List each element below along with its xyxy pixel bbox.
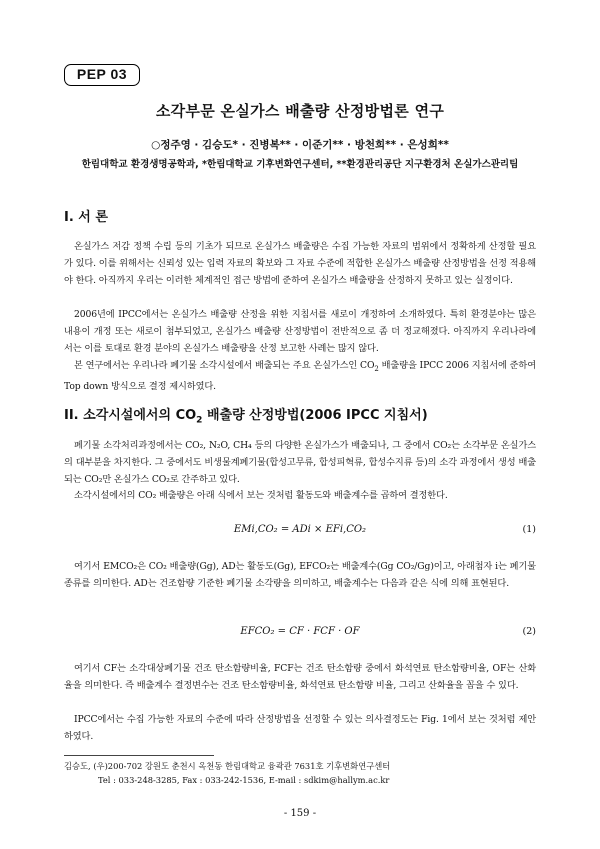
- section-1-paragraph-1: 온실가스 저감 정책 수립 등의 기초가 되므로 온실가스 배출량은 수집 가능한 자료의 범위에서 정확하게 산정할 필요가 있다. 이를 위해서는 신뢰성 있는 입력 자료의 확보와 그 자료 수준에 적합한 온실가스 배출량 산정방법을 선정 적용해야 한다. 아직까지 우리는 이러한 체계적인 접근 방법에 준하여 온실가스 배출량을 산정하지 못하고 있는 실정이다.: [64, 241, 536, 286]
- equation-1-number: (1): [522, 524, 536, 535]
- section-2-heading: II. 소각시설에서의 $CO_2$ 배출량 산정방법(2006 IPCC 지침서): [64, 408, 428, 426]
- footnote-contact: Tel : 033-248-3285, Fax : 033-242-1536, E-mail : sdkim@hallym.ac.kr: [98, 775, 390, 785]
- section-2-paragraph-2: 소각시설에서의 CO₂ 배출량은 아래 식에서 보는 것처럼 활동도와 배출계수를 곱하여 결정한다.: [74, 490, 448, 501]
- section-1-paragraph-2: 2006년에 IPCC에서는 온실가스 배출량 산정을 위한 지침서를 새로이 개정하여 소개하였다. 특히 환경분야는 많은 내용이 개정 또는 새로이 첨부되었고, 온실가스 배출량 산정방법이 전반적으로 좀 더 정교해졌다. 아직까지 우리나라에서는 이를 토대로 환경 분야의 온실가스 배출량을 산정 보고한 사례는 많지 않다.: [64, 309, 536, 354]
- session-label: PEP 03: [64, 64, 140, 86]
- page-number: - 159 -: [283, 808, 317, 819]
- footnote-address: 김승도, (우)200-702 강원도 춘천시 옥천동 한림대학교 융곽관 7631호 기후변화연구센터: [64, 761, 391, 771]
- equation-1: [64, 524, 536, 535]
- section-2-paragraph-3: 여기서 EMCO₂은 CO₂ 배출량(Gg), AD는 활동도(Gg), EFCO₂는 배출계수(Gg CO₂/Gg)이고, 아래첨자 i는 폐기물 종류를 의미한다. AD는 건조함량 기준한 폐기물 소각량을 의미하고, 배출계수는 다음과 같은 식에 의해 표현된다.: [64, 561, 536, 589]
- equation-2-expression: EFCO₂ = CF · FCF · OF: [240, 626, 360, 637]
- section-1-heading: I. 서 론: [64, 210, 108, 225]
- footnote-divider: [64, 755, 214, 756]
- equation-1-expression: EMi,CO₂ = ADi × EFi,CO₂: [233, 524, 367, 535]
- equation-2: [64, 626, 536, 637]
- section-2-paragraph-5: IPCC에서는 수집 가능한 자료의 수준에 따라 산정방법을 선정할 수 있는 의사결정도는 Fig. 1에서 보는 것처럼 제안하였다.: [64, 714, 536, 742]
- section-2-paragraph-4: 여기서 CF는 소각대상폐기물 건조 탄소함량비율, FCF는 건조 탄소함량 중에서 화석연료 탄소함량비율, OF는 산화율을 의미한다. 즉 배출계수 결정변수는 건조 탄소함량비율, 화석연료 탄소함량 비율, 그리고 산화율을 꼽을 수 있다.: [64, 663, 536, 691]
- paper-title: 소각부문 온실가스 배출량 산정방법론 연구: [155, 102, 445, 120]
- section-1-paragraph-3: 본 연구에서는 우리나라 폐기물 소각시설에서 배출되는 주요 온실가스인 $CO_2$ 배출량을 IPCC 2006 지침서에 준하여 Top down 방식으로 결정 제시하였다.: [64, 360, 536, 392]
- author-list: ○정주영 · 김승도* · 진병복** · 이준기** · 방천희** · 은성희**: [151, 139, 449, 151]
- equation-2-number: (2): [522, 626, 536, 637]
- section-2-paragraph-1: 폐기물 소각처리과정에서는 CO₂, N₂O, CH₄ 등의 다양한 온실가스가 배출되나, 그 중에서 CO₂는 소각부문 온실가스의 대부분을 차지한다. 그 중에서도 비생물계폐기물(합성고무류, 합성피혁류, 합성수지류 등)의 소각 과정에서 생성 배출되는 CO₂만 온실가스 CO₂로 간주하고 있다.: [64, 440, 536, 485]
- affiliation-list: 한림대학교 환경생명공학과, *한림대학교 기후변화연구센터, **환경관리공단 지구환경처 온실가스관리팀: [81, 159, 519, 170]
